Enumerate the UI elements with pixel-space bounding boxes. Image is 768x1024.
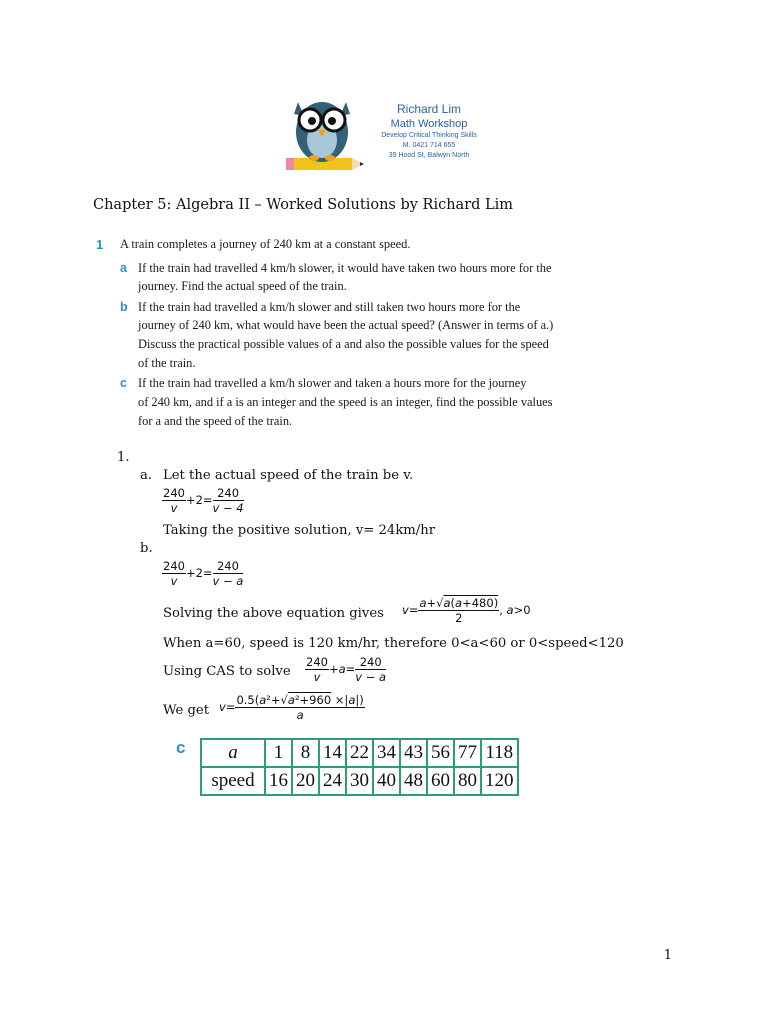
solution-b-solving: Solving the above equation gives xyxy=(163,606,384,621)
logo-workshop: Math Workshop xyxy=(390,118,468,130)
table-cell: 118 xyxy=(481,739,518,767)
table-cell: 120 xyxy=(481,767,518,795)
part-b-label: b xyxy=(120,300,128,314)
table-cell: 22 xyxy=(346,739,373,767)
result-formula: v= $\frac{\text{0.5(a²+√a²+960 ×|a|)}}{a}$ xyxy=(219,693,364,722)
cas-equation: $\frac{240}{v}$ +a= $\frac{240}{v - a}$ xyxy=(306,655,387,684)
part-b-line-1: If the train had travelled a km/h slower and still taken two hours more for the xyxy=(138,300,521,314)
table-cell: 43 xyxy=(400,739,427,767)
table-cell: 8 xyxy=(292,739,319,767)
part-c-line-1: If the train had travelled a km/h slower and taken a hours more for the journey xyxy=(138,376,527,390)
table-cell: 80 xyxy=(454,767,481,795)
logo-text xyxy=(372,102,486,161)
part-a-line-2: journey. Find the actual speed of the train. xyxy=(138,279,347,293)
question-number: 1 xyxy=(96,237,104,252)
solution-table xyxy=(200,738,519,796)
table-cell: 14 xyxy=(319,739,346,767)
table-cell: 24 xyxy=(319,767,346,795)
part-c-line-3: for a and the speed of the train. xyxy=(138,414,293,428)
table-header-speed: speed xyxy=(201,767,265,795)
table-cell: 40 xyxy=(373,767,400,795)
part-b-line-2: journey of 240 km, what would have been the actual speed? (Answer in terms of a.) xyxy=(138,318,554,332)
solution-b-cas: Using CAS to solve xyxy=(163,664,291,679)
part-c-label: c xyxy=(120,376,127,390)
owl-logo-icon xyxy=(274,86,374,186)
solution-b-when: When a=60, speed is 120 km/hr, therefore 0<a<60 or 0<speed<120 xyxy=(163,636,624,651)
table-header-a: a xyxy=(201,739,265,767)
table-cell: 48 xyxy=(400,767,427,795)
chapter-title: Chapter 5: Algebra II – Worked Solutions by Richard Lim xyxy=(93,197,514,213)
logo-phone: M. 0421 714 655 xyxy=(402,142,456,149)
solution-a-label: a. xyxy=(140,468,153,483)
part-b-line-3: Discuss the practical possible values of a and also the possible values for the speed xyxy=(138,337,549,351)
part-a-line-1: If the train had travelled 4 km/h slower, it would have taken two hours more for the xyxy=(138,261,552,275)
table-cell: 1 xyxy=(265,739,292,767)
table-cell: 60 xyxy=(427,767,454,795)
equation-b: $\frac{240}{v}$ +2= $\frac{240}{v - a}$ xyxy=(163,559,244,588)
part-b-line-4: of the train. xyxy=(138,356,196,370)
logo-tagline: Develop Critical Thinking Skills xyxy=(381,132,477,139)
table-row-a xyxy=(201,739,518,767)
solution-b-label: b. xyxy=(140,541,153,556)
table-cell: 56 xyxy=(427,739,454,767)
logo-address: 39 Hood St, Balwyn North xyxy=(388,152,470,159)
part-c-line-2: of 240 km, and if a is an integer and the speed is an integer, find the possible values xyxy=(138,395,553,409)
page-number: 1 xyxy=(663,948,672,963)
table-cell: 34 xyxy=(373,739,400,767)
question-intro: A train completes a journey of 240 km at a constant speed. xyxy=(120,237,411,251)
solution-a-line-2: Taking the positive solution, v= 24km/hr xyxy=(163,523,436,538)
table-cell: 16 xyxy=(265,767,292,795)
part-c-solution-label: c xyxy=(176,738,186,757)
table-row-speed xyxy=(201,767,518,795)
solution-a-line-1: Let the actual speed of the train be v. xyxy=(163,468,414,483)
table-cell: 30 xyxy=(346,767,373,795)
part-a-label: a xyxy=(120,261,127,275)
table-cell: 20 xyxy=(292,767,319,795)
table-cell: 77 xyxy=(454,739,481,767)
solution-number: 1. xyxy=(117,450,130,465)
solution-b-formula: v= $\frac{a+√a(a+480)}{2}$ , a>0 xyxy=(402,596,531,625)
solution-b-weget: We get xyxy=(163,703,210,718)
logo-name: Richard Lim xyxy=(396,102,462,116)
equation-a: $\frac{240}{v}$ +2= $\frac{240}{v - 4}$ xyxy=(163,486,244,515)
